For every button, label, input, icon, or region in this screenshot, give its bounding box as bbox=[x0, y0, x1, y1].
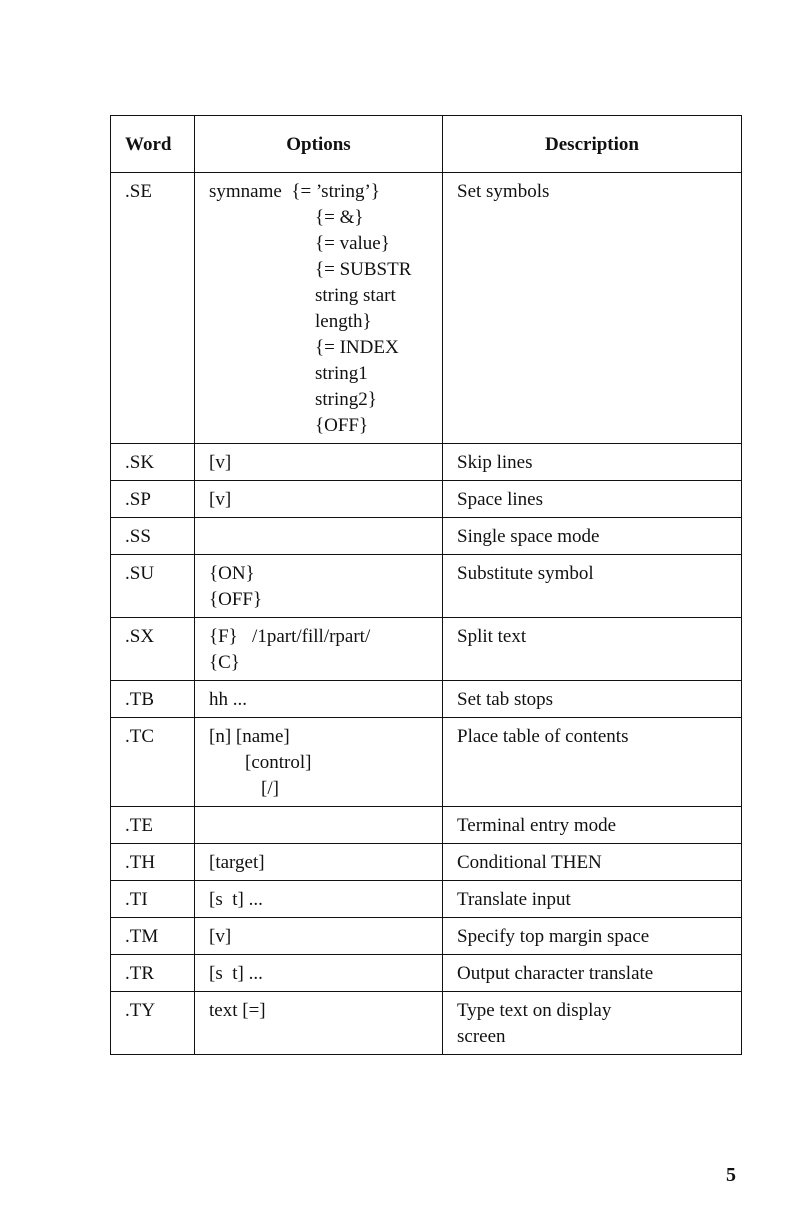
cell-word: .TI bbox=[111, 881, 195, 918]
page-number: 5 bbox=[726, 1164, 736, 1186]
cell-word: .TE bbox=[111, 807, 195, 844]
header-options: Options bbox=[195, 116, 443, 173]
cell-options bbox=[195, 955, 443, 992]
description-line: Type text on display bbox=[457, 1000, 612, 1021]
command-reference-table bbox=[110, 115, 742, 1055]
cell-description bbox=[443, 444, 742, 481]
description-line: Set tab stops bbox=[457, 689, 554, 710]
description-line: Space lines bbox=[457, 489, 544, 510]
cell-word: .SU bbox=[111, 555, 195, 618]
option-line: {= &} bbox=[315, 207, 364, 228]
table-row bbox=[111, 618, 742, 681]
description-line: Place table of contents bbox=[457, 726, 629, 747]
table-row bbox=[111, 955, 742, 992]
option-line: string2} bbox=[315, 389, 377, 410]
cell-description bbox=[443, 618, 742, 681]
option-line: [v] bbox=[209, 926, 232, 947]
table-body bbox=[111, 173, 742, 1055]
description-line: screen bbox=[457, 1026, 506, 1047]
cell-description bbox=[443, 518, 742, 555]
cell-description bbox=[443, 992, 742, 1055]
table-row bbox=[111, 555, 742, 618]
cell-word: .TC bbox=[111, 718, 195, 807]
option-line: {= INDEX bbox=[315, 337, 399, 358]
option-line: {= SUBSTR bbox=[315, 259, 412, 280]
cell-options bbox=[195, 844, 443, 881]
table-row bbox=[111, 881, 742, 918]
description-line: Skip lines bbox=[457, 452, 533, 473]
description-line: Specify top margin space bbox=[457, 926, 650, 947]
table-row bbox=[111, 918, 742, 955]
option-line: [control] bbox=[245, 752, 312, 773]
option-line: [v] bbox=[209, 489, 232, 510]
option-line: {OFF} bbox=[315, 415, 369, 436]
cell-options bbox=[195, 618, 443, 681]
cell-options bbox=[195, 881, 443, 918]
cell-word: .SS bbox=[111, 518, 195, 555]
option-line: {C} bbox=[209, 652, 240, 673]
cell-word: .SX bbox=[111, 618, 195, 681]
cell-options bbox=[195, 173, 443, 444]
table-row bbox=[111, 444, 742, 481]
table-row bbox=[111, 718, 742, 807]
option-line: {ON} bbox=[209, 563, 255, 584]
description-line: Substitute symbol bbox=[457, 563, 594, 584]
cell-word: .SE bbox=[111, 173, 195, 444]
option-line: [s t] ... bbox=[209, 963, 263, 984]
cell-description bbox=[443, 844, 742, 881]
cell-description bbox=[443, 955, 742, 992]
cell-word: .TB bbox=[111, 681, 195, 718]
table-row bbox=[111, 173, 742, 444]
cell-options bbox=[195, 444, 443, 481]
option-line: string start bbox=[315, 285, 396, 306]
description-line: Set symbols bbox=[457, 181, 550, 202]
option-line: [n] [name] bbox=[209, 726, 290, 747]
option-line: [s t] ... bbox=[209, 889, 263, 910]
header-word: Word bbox=[111, 116, 195, 173]
cell-options bbox=[195, 681, 443, 718]
description-line: Translate input bbox=[457, 889, 571, 910]
table-row bbox=[111, 481, 742, 518]
option-line: string1 bbox=[315, 363, 368, 384]
cell-options bbox=[195, 481, 443, 518]
option-line: [/] bbox=[261, 778, 279, 799]
option-line: length} bbox=[315, 311, 372, 332]
cell-options bbox=[195, 992, 443, 1055]
cell-description bbox=[443, 718, 742, 807]
cell-word: .TY bbox=[111, 992, 195, 1055]
option-line: text [=] bbox=[209, 1000, 266, 1021]
table-row bbox=[111, 807, 742, 844]
cell-description bbox=[443, 173, 742, 444]
cell-description bbox=[443, 807, 742, 844]
description-line: Split text bbox=[457, 626, 527, 647]
option-line: [target] bbox=[209, 852, 265, 873]
cell-description bbox=[443, 481, 742, 518]
table-row bbox=[111, 518, 742, 555]
cell-description bbox=[443, 918, 742, 955]
cell-options bbox=[195, 807, 443, 844]
cell-options bbox=[195, 918, 443, 955]
option-line: [v] bbox=[209, 452, 232, 473]
cell-description bbox=[443, 681, 742, 718]
option-line: {= value} bbox=[315, 233, 390, 254]
table-row bbox=[111, 844, 742, 881]
cell-options bbox=[195, 718, 443, 807]
cell-description bbox=[443, 881, 742, 918]
option-line: {OFF} bbox=[209, 589, 263, 610]
description-line: Output character translate bbox=[457, 963, 654, 984]
cell-description bbox=[443, 555, 742, 618]
cell-word: .TM bbox=[111, 918, 195, 955]
cell-word: .TR bbox=[111, 955, 195, 992]
option-line: symname {= ’string’} bbox=[209, 181, 380, 202]
cell-options bbox=[195, 555, 443, 618]
description-line: Single space mode bbox=[457, 526, 600, 547]
description-line: Terminal entry mode bbox=[457, 815, 617, 836]
header-description: Description bbox=[443, 116, 742, 173]
option-line: {F} /1part/fill/rpart/ bbox=[209, 626, 371, 647]
option-line: hh ... bbox=[209, 689, 247, 710]
cell-word: .TH bbox=[111, 844, 195, 881]
cell-word: .SP bbox=[111, 481, 195, 518]
cell-options bbox=[195, 518, 443, 555]
cell-word: .SK bbox=[111, 444, 195, 481]
table-row bbox=[111, 992, 742, 1055]
table-header-row bbox=[111, 116, 742, 173]
description-line: Conditional THEN bbox=[457, 852, 602, 873]
table-row bbox=[111, 681, 742, 718]
